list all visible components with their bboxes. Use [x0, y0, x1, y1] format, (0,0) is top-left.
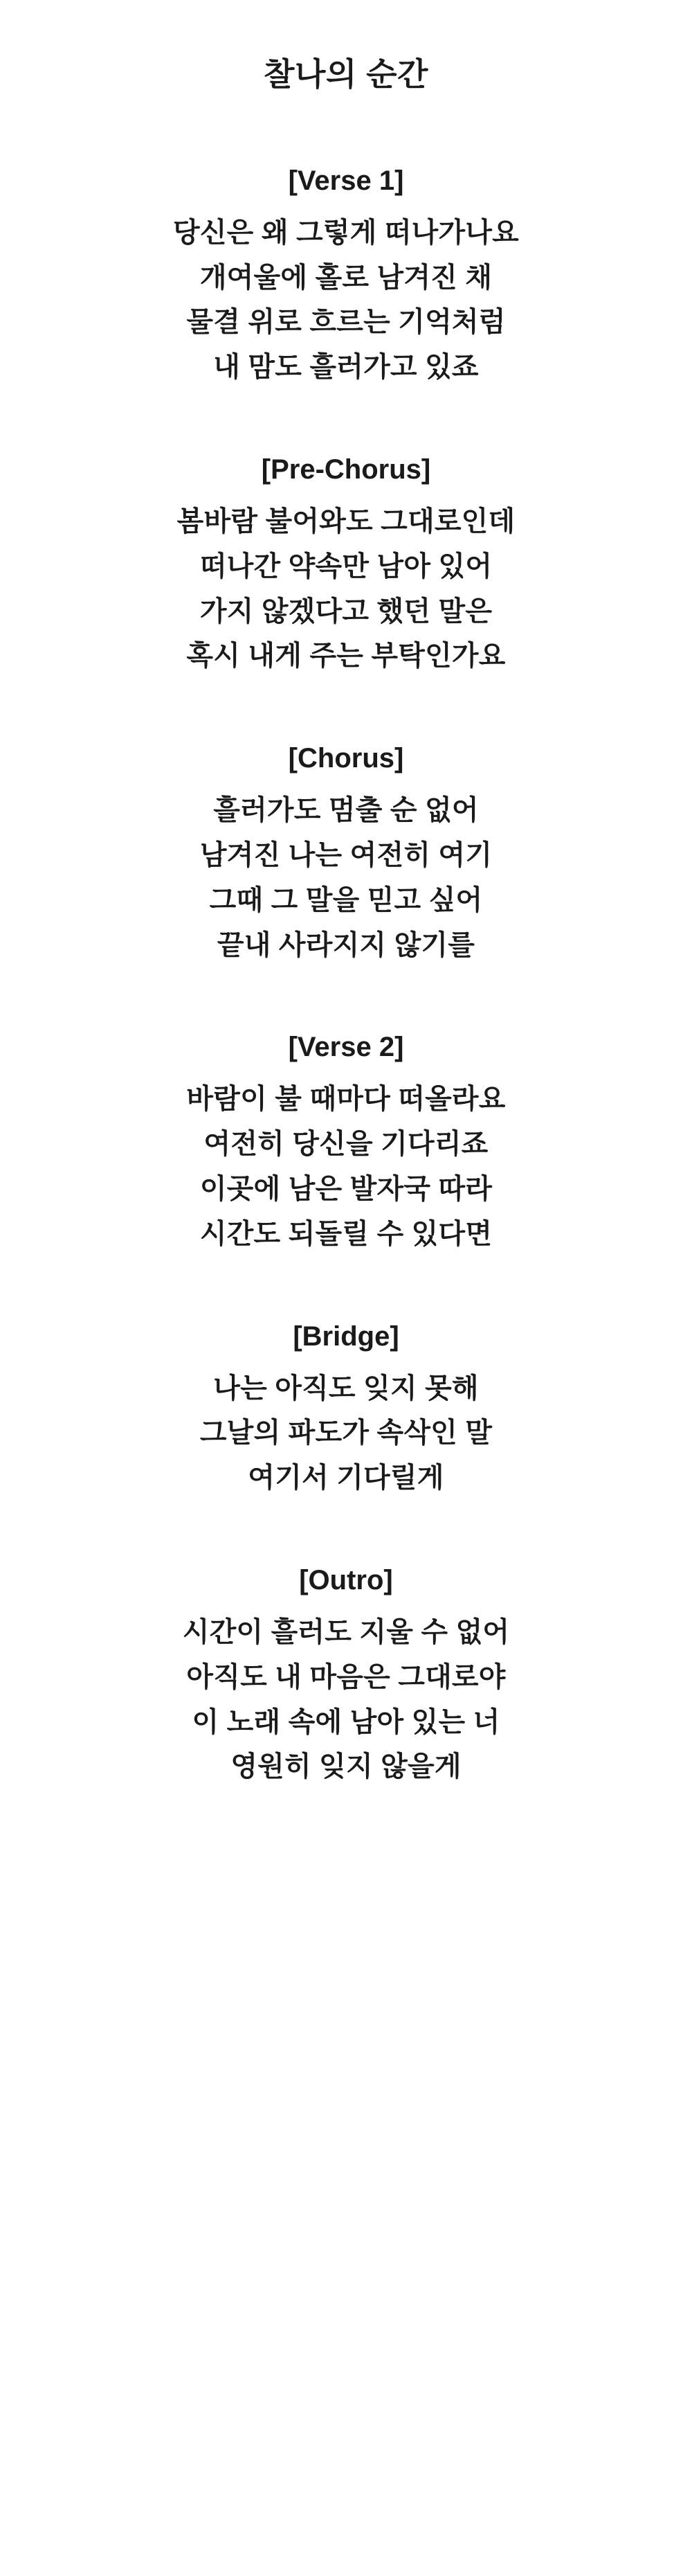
- lyric-line: 그때 그 말을 믿고 싶어: [209, 884, 483, 915]
- lyrics-section: [173, 1028, 519, 1256]
- lyric-line: 흘러가도 멈출 순 없어: [213, 795, 479, 826]
- section-label: [Verse 2]: [288, 1032, 404, 1063]
- lyrics-sections: [173, 162, 519, 1789]
- lyric-line: 이곳에 남은 발자국 따라: [199, 1173, 493, 1204]
- lyrics-section: [173, 162, 519, 390]
- lyric-line: 당신은 왜 그렇게 떠나가나요: [172, 217, 520, 248]
- page-title: 찰나의 순간: [264, 56, 428, 92]
- lyrics-section: [173, 740, 519, 967]
- lyric-line: 여전히 당신을 기다리죠: [203, 1129, 489, 1160]
- lyric-line: 시간이 흘러도 지울 수 없어: [182, 1616, 510, 1647]
- lyric-line: 물결 위로 흐르는 기억처럼: [186, 307, 506, 338]
- section-label: [Outro]: [299, 1564, 393, 1595]
- lyric-line: 여기서 기다릴게: [248, 1463, 444, 1494]
- lyric-line: 혹시 내게 주는 부탁인가요: [186, 641, 506, 672]
- lyric-line: 떠나간 약속만 남아 있어: [199, 551, 493, 582]
- section-label: [Pre-Chorus]: [261, 454, 431, 485]
- lyric-line: 남겨진 나는 여전히 여기: [199, 839, 493, 870]
- lyric-line: 끝내 사라지지 않기를: [217, 929, 475, 960]
- lyrics-section: [173, 1318, 519, 1501]
- section-label: [Verse 1]: [288, 165, 404, 196]
- lyric-line: 영원히 잊지 않을게: [230, 1751, 462, 1782]
- lyric-line: 내 맘도 흘러가고 있죠: [213, 352, 479, 383]
- lyric-line: 바람이 불 때마다 떠올라요: [186, 1084, 506, 1115]
- lyric-line: 시간도 되돌릴 수 있다면: [199, 1218, 493, 1249]
- lyric-line: 그날의 파도가 속삭인 말: [199, 1417, 493, 1449]
- section-label: [Chorus]: [288, 743, 404, 774]
- lyrics-section: [173, 451, 519, 679]
- lyric-line: 아직도 내 마음은 그대로야: [186, 1661, 506, 1692]
- lyric-line: 가지 않겠다고 했던 말은: [199, 596, 493, 627]
- lyrics-section: [173, 1562, 519, 1789]
- lyric-line: 개여울에 홀로 남겨진 채: [199, 262, 493, 293]
- lyric-line: 나는 아직도 잊지 못해: [213, 1372, 479, 1404]
- section-label: [Bridge]: [293, 1321, 399, 1352]
- lyric-line: 이 노래 속에 남아 있는 너: [192, 1706, 500, 1737]
- lyric-line: 봄바람 불어와도 그대로인데: [176, 506, 516, 537]
